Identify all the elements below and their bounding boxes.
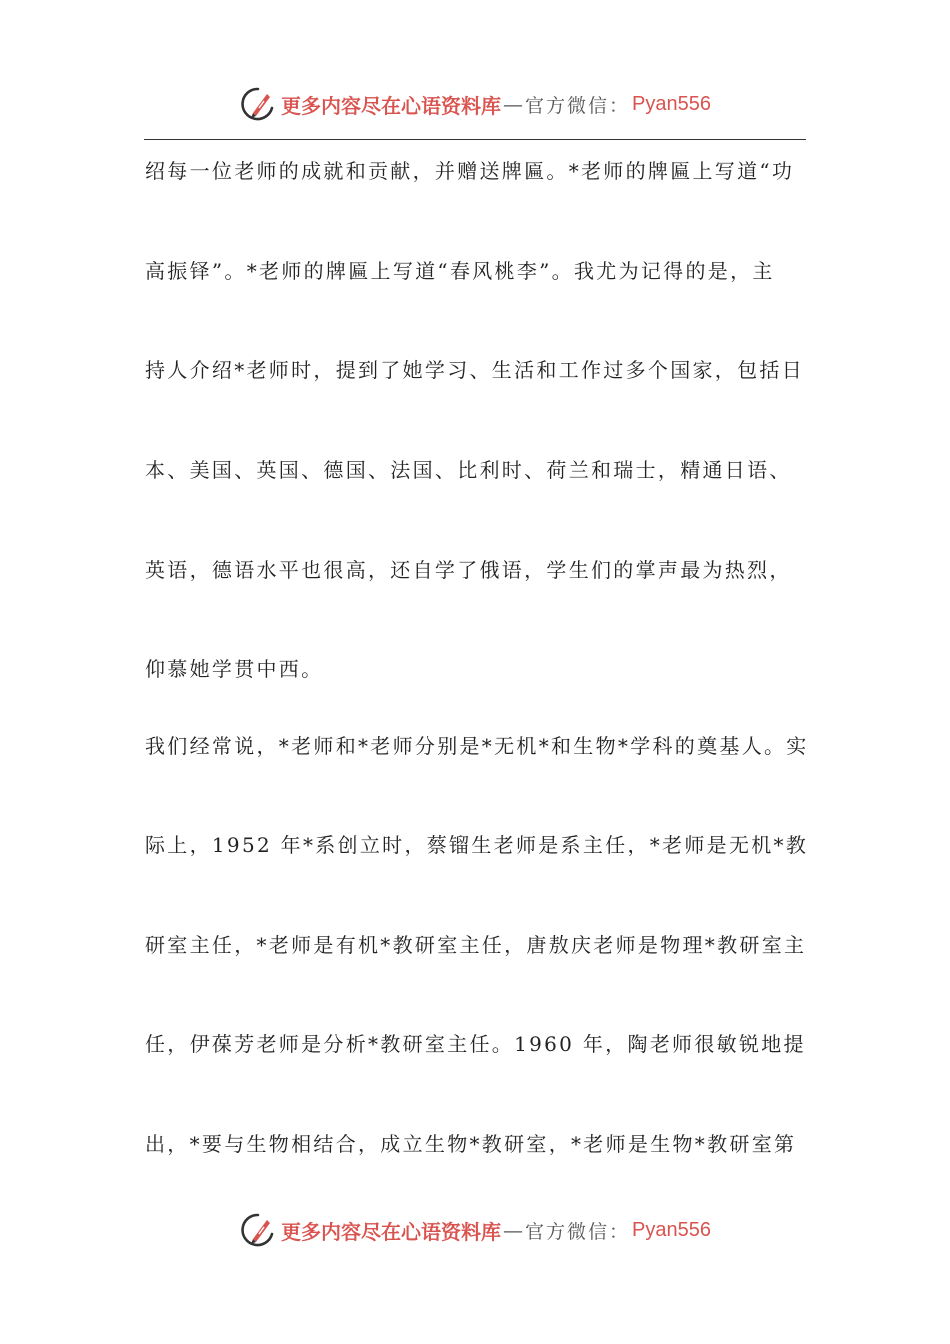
footer-wechat-label: 官方微信： [525, 1220, 631, 1243]
paragraph-line: 我们经常说，*老师和*老师分别是*无机*和生物*学科的奠基人。实 [145, 734, 809, 758]
footer-wechat-id: Pyan556 [632, 1218, 711, 1241]
footer-separator: — [503, 1218, 523, 1242]
paragraph-line: 绍每一位老师的成就和贡献，并赠送牌匾。*老师的牌匾上写道“功 [145, 159, 795, 183]
paragraph-line: 持人介绍*老师时，提到了她学习、生活和工作过多个国家，包括日 [145, 358, 804, 382]
paragraph-line: 出，*要与生物相结合，成立生物*教研室，*老师是生物*教研室第 [145, 1132, 797, 1156]
paragraph-line: 高振铎”。*老师的牌匾上写道“春风桃李”。我尤为记得的是，主 [145, 259, 775, 283]
paragraph-line: 仰慕她学贯中西。 [145, 657, 324, 681]
banner-wechat-label: 官方微信： [525, 94, 631, 117]
banner-wechat-id: Pyan556 [632, 92, 711, 115]
pen-nib-circle-icon [239, 85, 277, 123]
footer-brand-text: 更多内容尽在心语资料库 [281, 1219, 501, 1244]
paragraph-line: 际上，1952 年*系创立时，蔡镏生老师是系主任，*老师是无机*教 [145, 833, 809, 857]
paragraph-line: 研室主任，*老师是有机*教研室主任，唐敖庆老师是物理*教研室主 [145, 933, 807, 957]
paragraph-line: 任，伊葆芳老师是分析*教研室主任。1960 年，陶老师很敏锐地提 [145, 1032, 806, 1056]
paragraph-line: 本、美国、英国、德国、法国、比利时、荷兰和瑞士，精通日语、 [145, 458, 792, 482]
header-banner [0, 82, 950, 126]
footer-banner [0, 1208, 950, 1252]
banner-separator: — [503, 92, 523, 116]
banner-brand-text: 更多内容尽在心语资料库 [281, 93, 501, 118]
pen-nib-circle-icon [239, 1211, 277, 1249]
paragraph-line: 英语，德语水平也很高，还自学了俄语，学生们的掌声最为热烈， [145, 558, 792, 582]
header-divider [144, 139, 806, 140]
